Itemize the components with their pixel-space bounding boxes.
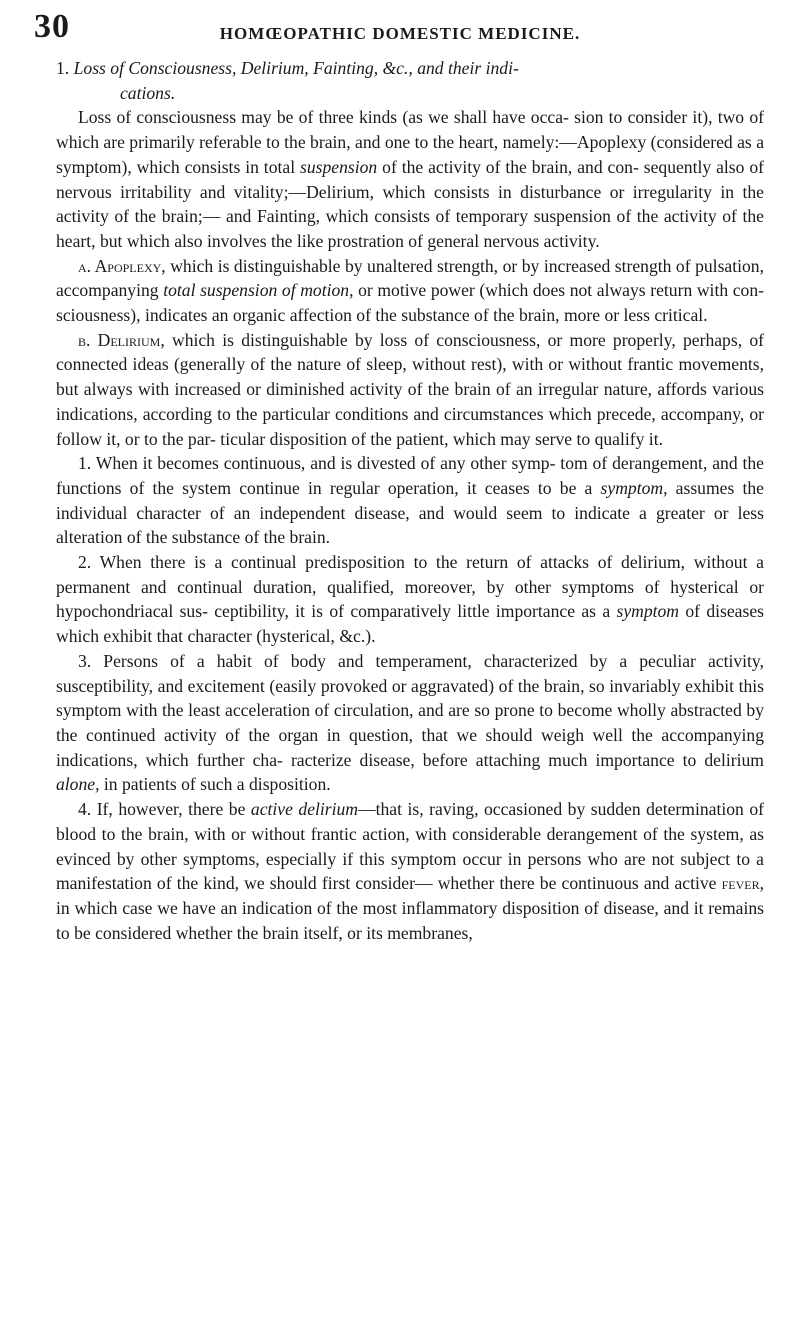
- term-label: a. Apoplexy,: [78, 255, 166, 276]
- paragraph-delirium: [56, 328, 764, 452]
- text-run: assumes the individual character of an independent disease, and would seem to indicate a greater or less alteration of the substance of the brain.: [56, 477, 764, 548]
- text-run: 3. Persons of a habit of body and temperament, characterized by a peculiar activity, susceptibility, and excitement (easily provoked or aggravated) of the brain, so invariably exhibit this symptom with the least acceleration of circulation, and are so prone to become wholly abstracted by the continued activity of the organ in question, that we should weigh well the accompanying indications, which further cha- racterize disease, before attaching much importance to delirium: [56, 650, 764, 770]
- text-run: in patients of such a disposition.: [99, 774, 331, 795]
- paragraph-2: [56, 550, 764, 649]
- text-run: 4. If, however, there be: [78, 799, 251, 820]
- paragraph-intro: [56, 105, 764, 253]
- emphasis: of: [277, 280, 301, 301]
- emphasis: suspension: [300, 156, 378, 177]
- section-title-continued: cations.: [120, 82, 176, 103]
- text-run: —that is, raving, occasioned by sudden determination of blood to the brain, with or without frantic action, with considerable derangement of the system, as evinced by other symptoms, especially if this symptom occur in persons who are not subject to a manifestation of the kind, we should first consider— whether there be continuous and active: [56, 799, 764, 894]
- text-run: which is distinguishable by loss of consciousness, or more properly, perhaps, of connected ideas (generally of the nature of sleep, without rest), with or without frantic movements, but always with increased or diminished activity of the brain of an irregular nature, affords various indications, according to the particular conditions and circumstances which precede, accompany, or follow it, or to the par- ticular disposition of the patient, which may serve to qualify it.: [56, 329, 764, 449]
- section-number: 1.: [56, 58, 70, 78]
- paragraph-3: [56, 649, 764, 797]
- small-caps-term: fever,: [721, 873, 764, 894]
- emphasis: symptom: [616, 601, 680, 622]
- paragraph-4: [56, 797, 764, 945]
- text-run: Loss of consciousness may be of three kinds (as we shall have occa- sion to consider it), two of which are primarily referable to the brain, and one to the heart, namely:—Apoplexy (considered as a symptom), which consists in total: [56, 107, 764, 177]
- text-run: or motive power (which does not always return with con- sciousness), indicates an organic affection of the substance of the brain, more or less critical.: [56, 280, 764, 326]
- text-run: 1. When it becomes continuous, and is divested of any other symp- tom of derangement, and the functions of the system continue in regular operation, it ceases to be a: [56, 453, 764, 498]
- page-body: [56, 56, 764, 945]
- emphasis: symptom,: [600, 477, 668, 498]
- text-run: in which case we have an indication of the most inflammatory disposition of disease, and it remains to be considered whether the brain itself, or its membranes,: [56, 897, 764, 943]
- text-run: which is distinguishable by unaltered strength, or by increased strength of pulsation, accompanying: [56, 255, 764, 301]
- text-run: 2. When there is a continual predisposition to the return of attacks of delirium, without a permanent and continual duration, qualified, moreover, by other symptoms of hysterical or hypochondriacal sus- ceptibility, it is of comparatively little importance as a: [56, 552, 764, 622]
- section-title-italic: Loss of Consciousness, Delirium, Fainting, &c.,: [73, 58, 413, 78]
- paragraph-apoplexy: [56, 254, 764, 328]
- paragraph-1: [56, 451, 764, 550]
- emphasis: alone,: [56, 774, 100, 795]
- text-run: of the activity of the brain, and con- sequently also of nervous irritability and vitality;—Delirium, which consists in disturbance or irregularity in the activity of the brain;— and Fainting, which consists of temporary suspension of the activity of the heart, but which also involves the like prostration of general nervous activity.: [56, 156, 764, 251]
- emphasis: active delirium: [250, 799, 359, 820]
- emphasis: total suspension: [163, 280, 278, 301]
- section-heading: [56, 56, 764, 105]
- running-title: HOMŒOPATHIC DOMESTIC MEDICINE.: [219, 24, 581, 43]
- page-number: 30: [34, 8, 70, 45]
- term-label: b. Delirium,: [78, 329, 165, 350]
- section-title-rest: and their indi-: [417, 58, 519, 78]
- emphasis: motion,: [300, 280, 354, 301]
- text-run: of diseases which exhibit that character (hysterical, &c.).: [56, 601, 764, 647]
